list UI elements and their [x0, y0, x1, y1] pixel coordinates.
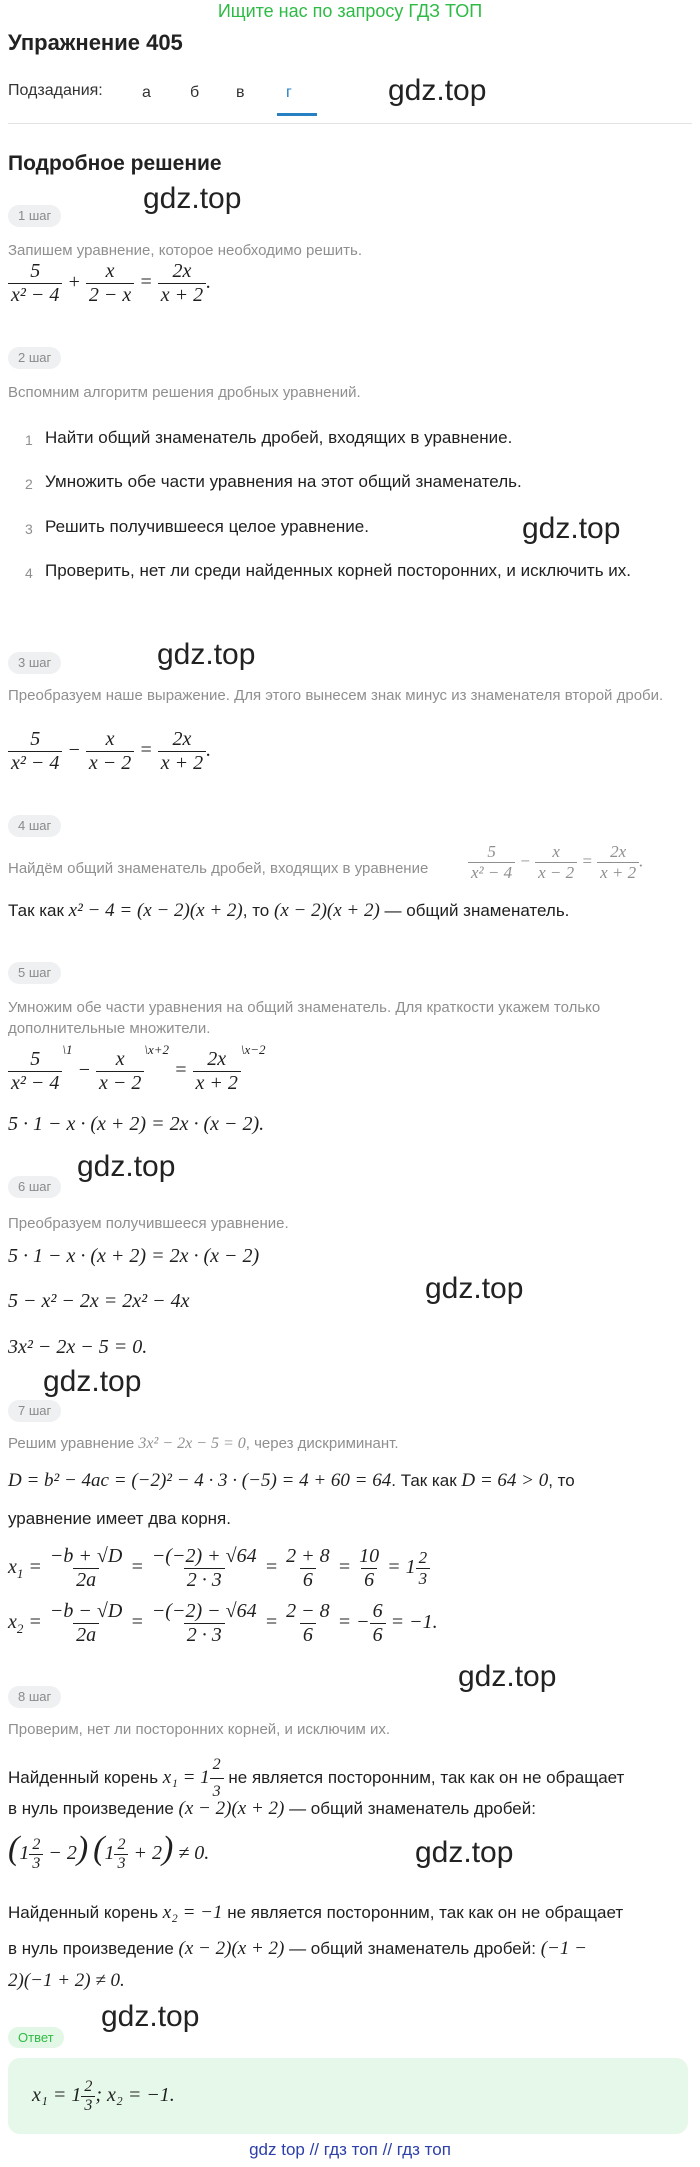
- list-number: 1: [25, 432, 33, 448]
- equation-transformed: $\frac{5}{\text{x² − 4}}$ − $\frac{x}{x - 2}$ = $\frac{2x}{x + 2}$ .: [8, 728, 211, 775]
- equation-multipliers: $\frac{5}{\text{x² − 4}}$ $^{\backslash 1}$ − $\frac{x}{x - 2}$ $^{\backslash x+2}$ = $\frac{2x}{x + 2}$ $^{\backslash x-2}$: [8, 1042, 266, 1095]
- active-tab-indicator: [277, 113, 317, 116]
- step-badge: 7 шаг: [8, 1400, 61, 1422]
- check-root-2: Найденный корень x₂ = −1 не является посторонним, так как он не обращает: [8, 1902, 624, 1923]
- watermark: gdz.top: [77, 1150, 176, 1183]
- equation-line: 5 − x² − 2x = 2x² − 4x: [8, 1290, 190, 1312]
- step-badge: 2 шаг: [8, 347, 61, 369]
- tab-g[interactable]: г: [286, 84, 292, 101]
- subtasks-label: Подзадания:: [8, 82, 103, 99]
- discriminant-text: D = b² − 4ac = (−2)² − 4 · 3 · (−5) = 4 + 60 = 64. Так как D = 64 > 0, то: [8, 1470, 575, 1491]
- step-caption: Умножим обе части уравнения на общий знаменатель. Для краткости укажем только дополнительные множители.: [8, 999, 601, 1037]
- step-caption: Найдём общий знаменатель дробей, входящих в уравнение: [8, 860, 429, 877]
- list-item: Умножить обе части уравнения на этот общий знаменатель.: [45, 472, 522, 491]
- check-root-1: Найденный корень x₁ = 1 $\frac{2}{3}$ не является посторонним, так как он не обращает: [8, 1752, 624, 1805]
- watermark: gdz.top: [101, 2000, 200, 2033]
- two-roots-text: уравнение имеет два корня.: [8, 1509, 231, 1528]
- step-badge: 4 шаг: [8, 815, 61, 837]
- equation-line: 5 · 1 − x · (x + 2) = 2x · (x − 2): [8, 1245, 260, 1267]
- check-product-2: 2)(−1 + 2) ≠ 0.: [8, 1970, 125, 1991]
- watermark: gdz.top: [157, 638, 256, 671]
- search-banner: Ищите нас по запросу ГДЗ ТОП: [217, 1, 483, 21]
- step-caption: Проверим, нет ли посторонних корней, и исключим их.: [8, 1721, 391, 1738]
- list-number: 4: [25, 565, 33, 581]
- watermark: gdz.top: [522, 512, 621, 545]
- inline-equation: $\frac{5}{\text{x² − 4}}$ − $\frac{x}{x - 2}$ = $\frac{2x}{x + 2}$ .: [468, 842, 643, 883]
- answer-badge: Ответ: [8, 2027, 64, 2048]
- watermark: gdz.top: [143, 182, 242, 215]
- list-item: Решить получившееся целое уравнение.: [45, 517, 369, 536]
- list-number: 2: [25, 476, 33, 492]
- root-x1: $x_1$ = $\frac{-b + √D}{2a}$ = $\frac{-(-2) + √64}{2 \cdot 3}$ = $\frac{2 + 8}{6}$ = $\frac{10}{6}$ = 1 $\frac{2}{3}$: [8, 1545, 430, 1592]
- step-caption: Вспомним алгоритм решения дробных уравнений.: [8, 384, 361, 401]
- step-badge: 6 шаг: [8, 1176, 61, 1198]
- tab-b[interactable]: б: [190, 84, 200, 101]
- step-caption: Преобразуем наше выражение. Для этого вынесем знак минус из знаменателя второй дроби.: [8, 687, 664, 704]
- answer-value: x₁ = 1 $\frac{2}{3}$ ; x₂ = −1.: [32, 2078, 175, 2114]
- list-item: Проверить, нет ли среди найденных корней посторонних, и исключить их.: [45, 561, 632, 580]
- check-root-2-line2: в нуль произведение (x − 2)(x + 2) — общий знаменатель дробей: (−1 −: [8, 1938, 587, 1959]
- list-number: 3: [25, 521, 33, 537]
- watermark: gdz.top: [425, 1272, 524, 1305]
- list-item: Найти общий знаменатель дробей, входящих в уравнение.: [45, 428, 513, 447]
- watermark: gdz.top: [415, 1836, 514, 1869]
- watermark: gdz.top: [43, 1365, 142, 1398]
- divider: [8, 123, 692, 124]
- tab-v[interactable]: в: [236, 84, 245, 101]
- step-caption: Решим уравнение 3x² − 2x − 5 = 0, через дискриминант.: [8, 1435, 399, 1452]
- check-root-1-line2: в нуль произведение (x − 2)(x + 2) — общий знаменатель дробей:: [8, 1798, 536, 1819]
- page-title: Упражнение 405: [8, 30, 183, 55]
- watermark: gdz.top: [388, 74, 487, 107]
- solution-heading: Подробное решение: [8, 152, 222, 175]
- equation-original: $\frac{5}{\text{x² − 4}}$ + $\frac{x}{2 - x}$ = $\frac{2x}{x + 2}$ .: [8, 260, 211, 307]
- equation-integer: 5 · 1 − x · (x + 2) = 2x · (x − 2).: [8, 1113, 265, 1135]
- step-caption: Запишем уравнение, которое необходимо решить.: [8, 242, 363, 259]
- root-x2: $x_2$ = $\frac{-b - √D}{2a}$ = $\frac{-(-2) - √64}{2 \cdot 3}$ = $\frac{2 - 8}{6}$ = − $\frac{6}{6}$ = −1.: [8, 1600, 438, 1646]
- footer-links[interactable]: gdz top // гдз топ // гдз топ: [249, 2140, 451, 2159]
- watermark: gdz.top: [458, 1660, 557, 1693]
- step-badge: 3 шаг: [8, 652, 61, 674]
- common-denominator-text: Так как x² − 4 = (x − 2)(x + 2), то (x − 2)(x + 2) — общий знаменатель.: [8, 900, 570, 921]
- equation-line: 3x² − 2x − 5 = 0.: [8, 1336, 148, 1358]
- step-badge: 5 шаг: [8, 962, 61, 984]
- check-product-1: (1 $\frac{2}{3}$ − 2) (1 $\frac{2}{3}$ + 2) ≠ 0.: [8, 1830, 210, 1872]
- step-badge: 8 шаг: [8, 1686, 61, 1708]
- step-badge: 1 шаг: [8, 205, 61, 227]
- step-caption: Преобразуем получившееся уравнение.: [8, 1215, 289, 1232]
- tab-a[interactable]: а: [142, 84, 151, 101]
